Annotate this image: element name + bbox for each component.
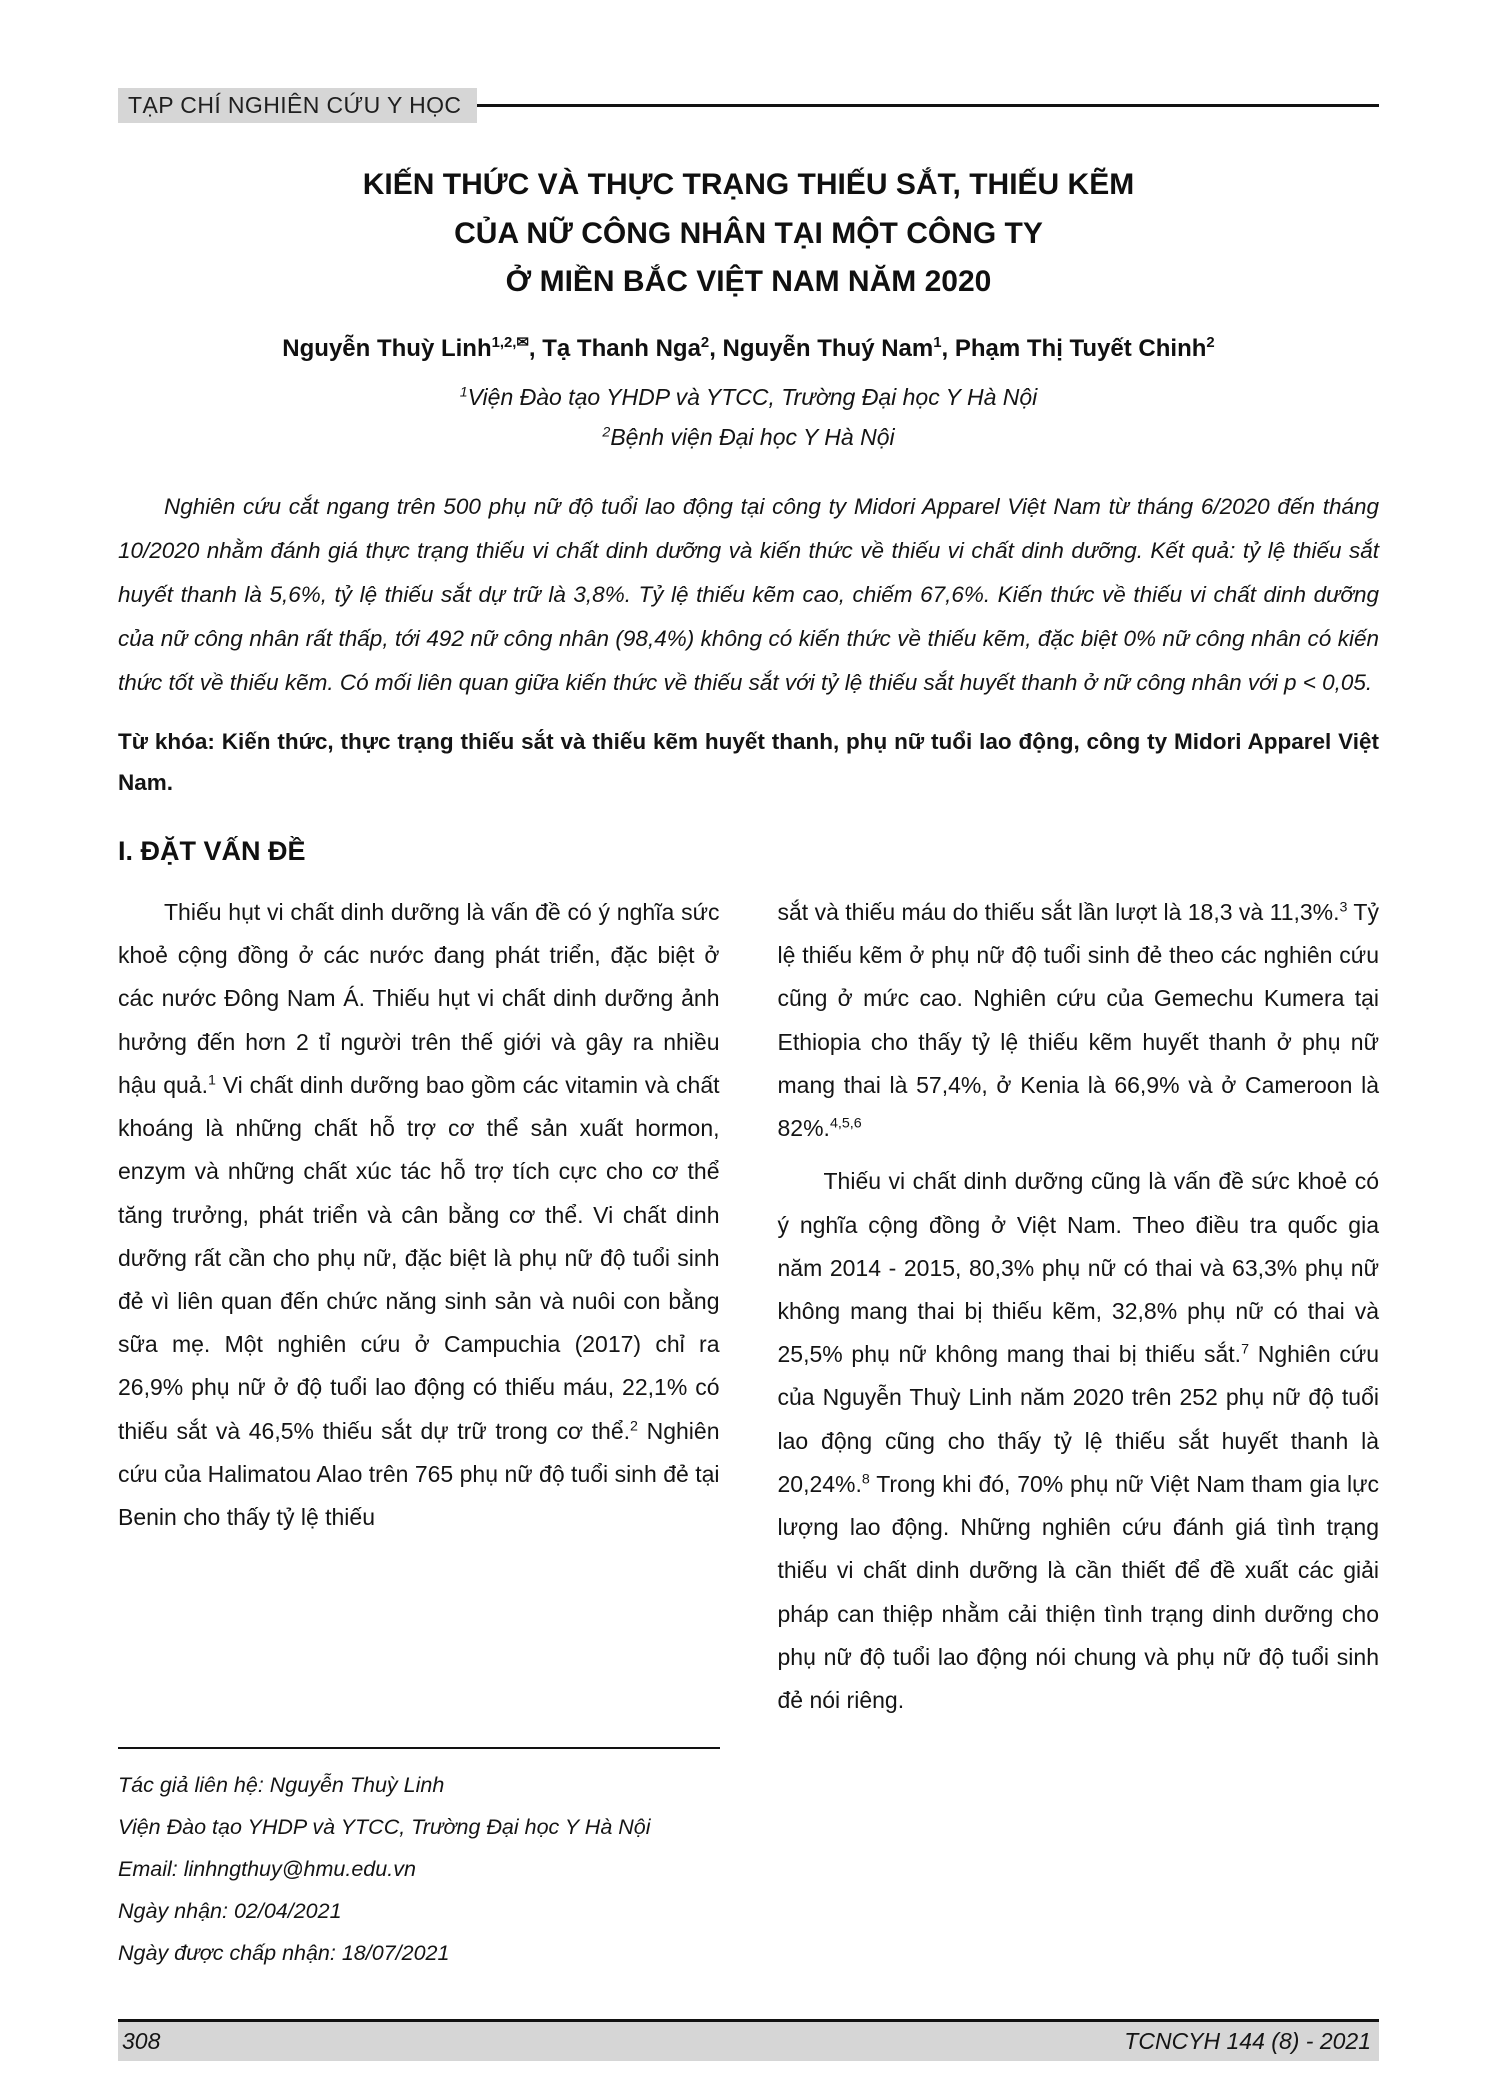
- right-column-paragraph-2: Thiếu vi chất dinh dưỡng cũng là vấn đề sức khoẻ có ý nghĩa cộng đồng ở Việt Nam. Theo điều tra quốc gia năm 2014 - 2015, 80,3% phụ nữ có thai và 63,3% phụ nữ không mang thai bị thiếu kẽm, 32,8% phụ nữ có thai và 25,5% phụ nữ không mang thai bị thiếu sắt.$^7$ Nghiên cứu của Nguyễn Thuỳ Linh năm 2020 trên 252 phụ nữ độ tuổi lao động cũng cho thấy tỷ lệ thiếu sắt huyết thanh là 20,24%.$^8$ Trong khi đó, 70% phụ nữ Việt Nam tham gia lực lượng lao động. Những nghiên cứu đánh giá tình trạng thiếu vi chất dinh dưỡng là cần thiết để đề xuất các giải pháp can thiệp nhằm cải thiện tình trạng dinh dưỡng cho phụ nữ độ tuổi lao động nói chung và phụ nữ độ tuổi sinh đẻ nói riêng.: [777, 1168, 1380, 1714]
- section-heading: I. ĐẶT VẤN ĐỀ: [118, 835, 306, 866]
- authors-line: [118, 335, 1379, 363]
- author-affil-marker: 2: [700, 334, 710, 351]
- page-footer: [118, 1975, 1379, 2061]
- body-columns: [118, 891, 1379, 1975]
- page-number: 308: [122, 2028, 161, 2054]
- article-title-line-1: KIẾN THỨC VÀ THỰC TRẠNG THIẾU SẮT, THIẾU KẼM: [362, 168, 1135, 201]
- author-affil-marker: 1: [933, 334, 942, 351]
- contact-line-received-date: Ngày nhận: 02/04/2021: [118, 1899, 342, 1924]
- contact-line-email: Email: linhngthuy@hmu.edu.vn: [118, 1857, 416, 1882]
- author-affil-marker: 1,2,✉: [491, 334, 529, 351]
- affiliation-2: $^2$Bệnh viện Đại học Y Hà Nội: [602, 424, 895, 451]
- author-name: , Phạm Thị Tuyết Chinh: [941, 334, 1207, 362]
- affiliations: [118, 377, 1379, 458]
- article-title-line-2: CỦA NỮ CÔNG NHÂN TẠI MỘT CÔNG TY: [454, 216, 1043, 250]
- contact-line-corresponding-author: Tác giả liên hệ: Nguyễn Thuỳ Linh: [118, 1773, 445, 1798]
- keywords-label: Từ khóa:: [118, 728, 215, 754]
- journal-reference: TCNCYH 144 (8) - 2021: [1124, 2028, 1371, 2054]
- author-affil-marker: 2: [1206, 334, 1215, 351]
- author-name: , Nguyễn Thuý Nam: [709, 334, 934, 362]
- page-header: [118, 88, 1379, 123]
- author-name: Nguyễn Thuỳ Linh: [282, 334, 492, 362]
- keywords-text: Kiến thức, thực trạng thiếu sắt và thiếu kẽm huyết thanh, phụ nữ tuổi lao động, công ty Midori Apparel Việt Nam.: [118, 728, 1379, 796]
- journal-name: TẠP CHÍ NGHIÊN CỨU Y HỌC: [118, 88, 477, 123]
- footer-band: [118, 2019, 1379, 2061]
- article-title-line-3: Ở MIỀN BẮC VIỆT NAM NĂM 2020: [505, 265, 992, 299]
- contact-line-institution: Viện Đào tạo YHDP và YTCC, Trường Đại học Y Hà Nội: [118, 1815, 651, 1840]
- affiliation-1: $^1$Viện Đào tạo YHDP và YTCC, Trường Đại học Y Hà Nội: [459, 383, 1038, 410]
- right-column-paragraph-1: sắt và thiếu máu do thiếu sắt lần lượt là 18,3 và 11,3%.$^3$ Tỷ lệ thiếu kẽm ở phụ nữ độ tuổi sinh đẻ theo các nghiên cứu cũng ở mức cao. Nghiên cứu của Gemechu Kumera tại Ethiopia cho thấy tỷ lệ thiếu kẽm huyết thanh ở phụ nữ mang thai là 57,4%, ở Kenia là 66,9% và ở Cameroon là 82%.$^{4,5,6}$: [777, 898, 1379, 1142]
- contact-line-accepted-date: Ngày được chấp nhận: 18/07/2021: [118, 1941, 450, 1966]
- left-column-paragraph: Thiếu hụt vi chất dinh dưỡng là vấn đề có ý nghĩa sức khoẻ cộng đồng ở các nước đang phát triển, đặc biệt ở các nước Đông Nam Á. Thiếu hụt vi chất dinh dưỡng ảnh hưởng đến hơn 2 tỉ người trên thế giới và gây ra nhiều hậu quả.$^1$ Vi chất dinh dưỡng bao gồm các vitamin và chất khoáng là những chất hỗ trợ cơ thể sản xuất hormon, enzym và những chất xúc tác hỗ trợ tích cực cho cơ thể tăng trưởng, phát triển và cân bằng cơ thể. Vi chất dinh dưỡng rất cần cho phụ nữ, đặc biệt là phụ nữ độ tuổi sinh đẻ vì liên quan đến chức năng sinh sản và nuôi con bằng sữa mẹ. Một nghiên cứu ở Campuchia (2017) chỉ ra 26,9% phụ nữ ở độ tuổi lao động có thiếu máu, 22,1% có thiếu sắt và 46,5% thiếu sắt dự trữ trong cơ thể.$^2$ Nghiên cứu của Halimatou Alao trên 765 phụ nữ độ tuổi sinh đẻ tại Benin cho thấy tỷ lệ thiếu: [118, 898, 720, 1531]
- contact-info: [118, 1747, 720, 1975]
- body-column-right: [778, 891, 1380, 1975]
- header-rule: [477, 104, 1379, 107]
- abstract-paragraph: Nghiên cứu cắt ngang trên 500 phụ nữ độ tuổi lao động tại công ty Midori Apparel Việt Nam từ tháng 6/2020 đến tháng 10/2020 nhằm đánh giá thực trạng thiếu vi chất dinh dưỡng và kiến thức về thiếu vi chất dinh dưỡng. Kết quả: tỷ lệ thiếu sắt huyết thanh là 5,6%, tỷ lệ thiếu sắt dự trữ là 3,8%. Tỷ lệ thiếu kẽm cao, chiếm 67,6%. Kiến thức về thiếu vi chất dinh dưỡng của nữ công nhân rất thấp, tới 492 nữ công nhân (98,4%) không có kiến thức về thiếu kẽm, đặc biệt 0% nữ công nhân có kiến thức tốt về thiếu kẽm. Có mối liên quan giữa kiến thức về thiếu sắt với tỷ lệ thiếu sắt huyết thanh ở nữ công nhân với p < 0,05.: [118, 494, 1379, 695]
- body-column-left: [118, 891, 720, 1975]
- article-title: [118, 161, 1379, 307]
- author-name: , Tạ Thanh Nga: [528, 334, 701, 362]
- keywords-paragraph: [118, 721, 1379, 804]
